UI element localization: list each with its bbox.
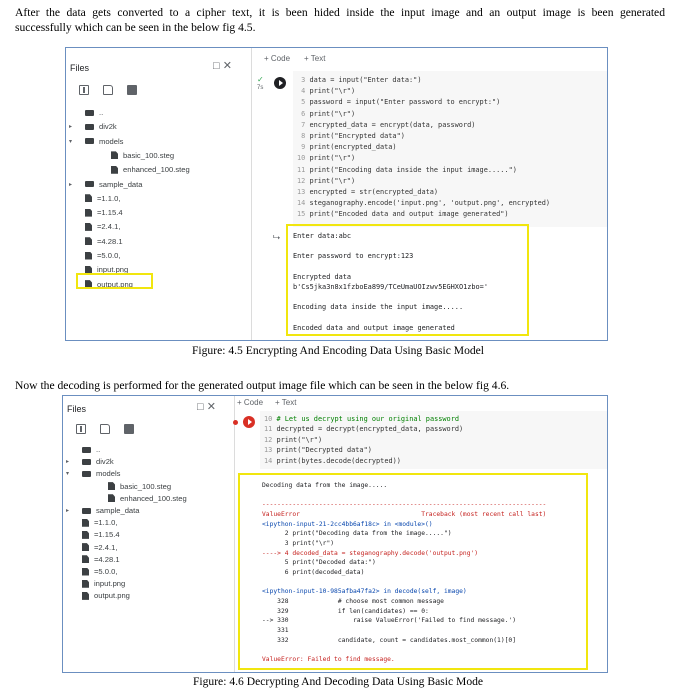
chevron-icon[interactable]: ▸	[69, 181, 73, 188]
file-item[interactable]	[66, 579, 125, 588]
line-number: 7	[297, 120, 310, 129]
error-status-icon	[233, 420, 238, 425]
file-icon	[82, 592, 89, 600]
tree-item-label: basic_100.steg	[120, 481, 172, 491]
output-line: ValueError: Failed to find message.	[262, 655, 395, 663]
output-line	[262, 578, 546, 588]
file-item[interactable]	[66, 543, 117, 552]
files-title-2: Files	[67, 404, 87, 414]
output-line: ValueError Traceback (most recent call last)	[262, 510, 547, 518]
file-item[interactable]	[69, 208, 123, 217]
code-line	[297, 97, 550, 108]
output-line: b'Cs5jka3n8x1fzboEa899/TCeUmaUOIzwv5EGHXO1zbo='	[293, 283, 488, 292]
figure-1-screenshot	[65, 47, 608, 341]
folder-icon	[82, 447, 91, 453]
toolbar-code-button[interactable]: + Code	[264, 54, 291, 63]
paragraph-1	[15, 5, 665, 35]
chevron-icon[interactable]: ▾	[66, 471, 70, 478]
file-item[interactable]	[69, 194, 120, 203]
tree-item-label: input.png	[94, 579, 126, 589]
line-number: 14	[264, 456, 277, 465]
window-controls-icon[interactable]: □ ✕	[213, 60, 232, 72]
output-lines-1	[293, 231, 488, 333]
folder-item[interactable]	[69, 108, 103, 117]
tree-item-label: =4.28.1	[94, 554, 120, 564]
code-line	[297, 198, 550, 209]
files-sidebar-2	[62, 395, 234, 673]
folder-item[interactable]	[66, 457, 114, 466]
folder-icon	[85, 181, 94, 187]
code-text: print(encrypted_data)	[309, 143, 397, 152]
code-cell-1[interactable]	[293, 71, 608, 227]
tree-item-label: ..	[99, 108, 104, 117]
tree-item-label: =1.1.0,	[94, 518, 118, 528]
file-icon	[111, 166, 118, 174]
output-line: <ipython-input-10-985afba47fa2> in decode(self, image)	[262, 588, 467, 596]
code-line	[264, 456, 463, 466]
chevron-icon[interactable]: ▸	[66, 459, 70, 466]
file-icon	[82, 555, 89, 563]
tree-item-label: sample_data	[96, 506, 140, 515]
file-tree-2	[66, 395, 234, 673]
file-icon	[85, 194, 92, 202]
line-number: 10	[264, 415, 277, 423]
folder-icon	[85, 124, 94, 130]
output-lines-2	[262, 481, 546, 664]
file-item[interactable]	[92, 494, 187, 503]
toolbar-text-button[interactable]: + Text	[304, 54, 326, 63]
file-item[interactable]	[66, 555, 120, 564]
code-line	[264, 445, 463, 455]
code-line	[297, 75, 550, 86]
tree-item-label: =5.0.0,	[94, 567, 118, 576]
folder-item[interactable]	[69, 122, 117, 131]
folder-item[interactable]	[66, 506, 139, 515]
file-icon	[111, 151, 118, 159]
output-line: Enter data:abc	[293, 232, 352, 240]
tree-item-label: =5.0.0,	[97, 251, 121, 260]
output-line: Encoding data inside the input image.....	[293, 303, 464, 312]
tree-item-label: output.png	[97, 279, 133, 289]
tree-item-label: div2k	[99, 122, 117, 132]
file-tree	[69, 47, 249, 341]
line-number: 5	[297, 98, 310, 107]
folder-item[interactable]	[66, 469, 120, 478]
toolbar-text-button-2[interactable]: + Text	[275, 398, 297, 407]
code-line	[297, 109, 550, 120]
line-number: 11	[264, 425, 277, 434]
line-number: 11	[297, 165, 310, 174]
output-line: 6 print(decoded_data)	[262, 568, 365, 576]
output-line: 331	[262, 626, 289, 634]
figure-2-caption: Figure: 4.6 Decrypting And Decoding Data Using Basic Mode	[192, 675, 484, 688]
code-lines-1	[297, 75, 550, 221]
tree-item-label: ..	[96, 445, 101, 454]
file-icon	[85, 223, 92, 231]
code-text: encrypted = str(encrypted_data)	[309, 188, 439, 197]
code-line	[297, 131, 550, 142]
code-text: encrypted_data = encrypt(data, password)	[309, 120, 476, 129]
exec-time: 7s	[257, 85, 264, 91]
code-line	[264, 414, 463, 424]
tree-item-label: =4.28.1	[97, 236, 123, 246]
tree-item-label: enhanced_100.steg	[120, 493, 187, 503]
output-line	[262, 491, 546, 501]
code-text: print("\r")	[276, 435, 323, 444]
file-icon	[82, 543, 89, 551]
tree-item-label: =1.15.4	[97, 208, 123, 218]
output-line: 332 candidate, count = candidates.most_common(1)[0]	[262, 636, 517, 644]
exec-check-icon: ✓	[257, 75, 264, 84]
output-line	[262, 645, 546, 655]
output-line: Decoding data from the image.....	[262, 482, 388, 489]
figure-1-caption: Figure: 4.5 Encrypting And Encoding Data Using Basic Model	[191, 344, 485, 357]
line-number: 15	[297, 210, 310, 219]
line-number: 6	[297, 109, 310, 118]
sidebar-divider	[251, 47, 252, 341]
paragraph-2-line-1: Now the decoding is performed for the generated output image file which can be seen in the below fig 4.6.	[15, 379, 510, 392]
files-sidebar	[65, 47, 251, 341]
file-icon	[85, 209, 92, 217]
code-text: steganography.encode('input.png', 'output.png', encrypted)	[309, 199, 551, 208]
output-line: 328 # choose most common message	[262, 597, 444, 605]
folder-item[interactable]	[69, 137, 123, 146]
line-number: 12	[264, 435, 277, 444]
output-icon: ⮡	[273, 232, 281, 242]
file-item[interactable]	[69, 251, 120, 260]
file-item[interactable]	[66, 518, 117, 527]
code-text: print("\r")	[309, 176, 356, 185]
line-number: 13	[264, 446, 277, 455]
tree-item-label: basic_100.steg	[123, 150, 175, 160]
code-line	[297, 86, 550, 97]
files-title: Files	[70, 63, 90, 73]
output-line: Encrypted data	[293, 272, 352, 281]
code-text: print("Encrypted data")	[309, 132, 405, 141]
file-icon	[82, 568, 89, 576]
output-line	[293, 313, 488, 323]
file-item[interactable]	[95, 151, 174, 160]
tree-item-label: =1.15.4	[94, 530, 120, 540]
chevron-icon[interactable]: ▸	[66, 508, 70, 514]
code-text: data = input("Enter data:")	[309, 76, 422, 84]
run-cell-button-2[interactable]	[243, 416, 255, 428]
code-text: decrypted = decrypt(encrypted_data, password)	[276, 425, 464, 434]
figure-2-screenshot	[62, 395, 608, 673]
file-icon	[85, 252, 92, 260]
file-icon	[85, 237, 92, 245]
folder-icon	[82, 459, 91, 465]
output-line: 5 print("Decoded data:")	[262, 559, 376, 567]
tree-item-label: div2k	[96, 457, 114, 467]
chevron-icon[interactable]: ▸	[69, 124, 73, 131]
code-text: print("Decrypted data")	[276, 446, 372, 455]
code-text: print("\r")	[309, 154, 356, 163]
output-line: 329 if len(candidates) == 0:	[262, 607, 429, 615]
code-text: print("Encoding data inside the input image.....")	[309, 165, 517, 174]
tree-item-label: enhanced_100.steg	[123, 165, 190, 175]
code-text: password = input("Enter password to encrypt:")	[309, 98, 501, 107]
folder-icon	[85, 138, 94, 144]
folder-icon	[82, 508, 91, 514]
paragraph-2	[15, 378, 665, 393]
chevron-icon[interactable]: ▾	[69, 138, 73, 145]
window-controls-icon-2[interactable]: □ ✕	[197, 401, 216, 413]
paragraph-1-line-1: After the data gets converted to a cipher text, it is been hided inside the input image and an output image is been generated	[15, 6, 665, 19]
folder-item[interactable]	[69, 180, 142, 189]
file-icon	[82, 519, 89, 527]
folder-icon	[85, 110, 94, 116]
code-line	[297, 142, 550, 153]
output-line: Encoded data and output image generated	[293, 323, 455, 332]
code-line	[297, 165, 550, 176]
folder-icon	[82, 471, 91, 477]
output-line: --> 330 raise ValueError('Failed to find message.')	[262, 617, 517, 625]
output-line: ---------------------------------------------------------------------------	[262, 501, 547, 509]
output-line	[293, 241, 488, 251]
file-item[interactable]	[95, 165, 190, 174]
code-line	[264, 435, 463, 445]
tree-item-label: sample_data	[99, 179, 143, 189]
file-item[interactable]	[66, 530, 120, 539]
code-line	[297, 120, 550, 131]
output-line	[293, 292, 488, 302]
tree-item-label: output.png	[94, 591, 130, 601]
output-line: 2 print("Decoding data from the image.....")	[262, 530, 452, 538]
output-line: 3 print("\r")	[262, 539, 335, 547]
tree-item-label: =1.1.0,	[97, 193, 121, 203]
tree-item-label: input.png	[97, 265, 129, 275]
file-item[interactable]	[69, 222, 120, 231]
output-png-highlight	[76, 273, 153, 289]
line-number: 3	[297, 76, 310, 84]
tree-item-label: =2.4.1,	[97, 222, 121, 232]
code-cell-2[interactable]	[260, 411, 608, 469]
tree-item-label: models	[96, 469, 121, 479]
output-line: ----> 4 decoded_data = steganography.decode('output.png')	[262, 549, 479, 557]
file-icon	[108, 494, 115, 502]
file-item[interactable]	[66, 591, 130, 600]
code-line	[297, 153, 550, 164]
code-lines-2	[264, 414, 463, 466]
code-text: # Let us decrypt using our original password	[276, 415, 459, 423]
output-line: Enter password to encrypt:123	[293, 252, 414, 261]
code-text: print(bytes.decode(decrypted))	[276, 456, 401, 465]
output-line	[293, 262, 488, 272]
line-number: 9	[297, 143, 310, 152]
tree-item-label: models	[99, 136, 124, 146]
line-number: 10	[297, 154, 310, 163]
file-icon	[108, 482, 115, 490]
toolbar-code-button-2[interactable]: + Code	[237, 398, 264, 407]
code-text: print("\r")	[309, 87, 356, 96]
file-icon	[82, 531, 89, 539]
file-icon	[82, 580, 89, 588]
code-text: print("Encoded data and output image generated")	[309, 210, 509, 219]
line-number: 12	[297, 176, 310, 185]
code-line	[264, 424, 463, 434]
file-item[interactable]	[66, 567, 117, 576]
sidebar-divider-2	[234, 395, 235, 673]
line-number: 13	[297, 188, 310, 197]
line-number: 8	[297, 132, 310, 141]
run-cell-button[interactable]	[274, 77, 286, 89]
output-line: <ipython-input-21-2cc4bb6af18c> in <module>()	[262, 520, 433, 528]
line-number: 4	[297, 87, 310, 96]
folder-item[interactable]	[66, 445, 100, 454]
code-line	[297, 176, 550, 187]
paragraph-1-line-2: successfully which can be seen in the below fig 4.5.	[15, 21, 256, 34]
code-text: print("\r")	[309, 109, 356, 118]
code-line	[297, 209, 550, 220]
line-number: 14	[297, 199, 310, 208]
file-item[interactable]	[69, 237, 123, 246]
tree-item-label: =2.4.1,	[94, 542, 118, 552]
code-line	[297, 187, 550, 198]
file-item[interactable]	[92, 482, 171, 491]
